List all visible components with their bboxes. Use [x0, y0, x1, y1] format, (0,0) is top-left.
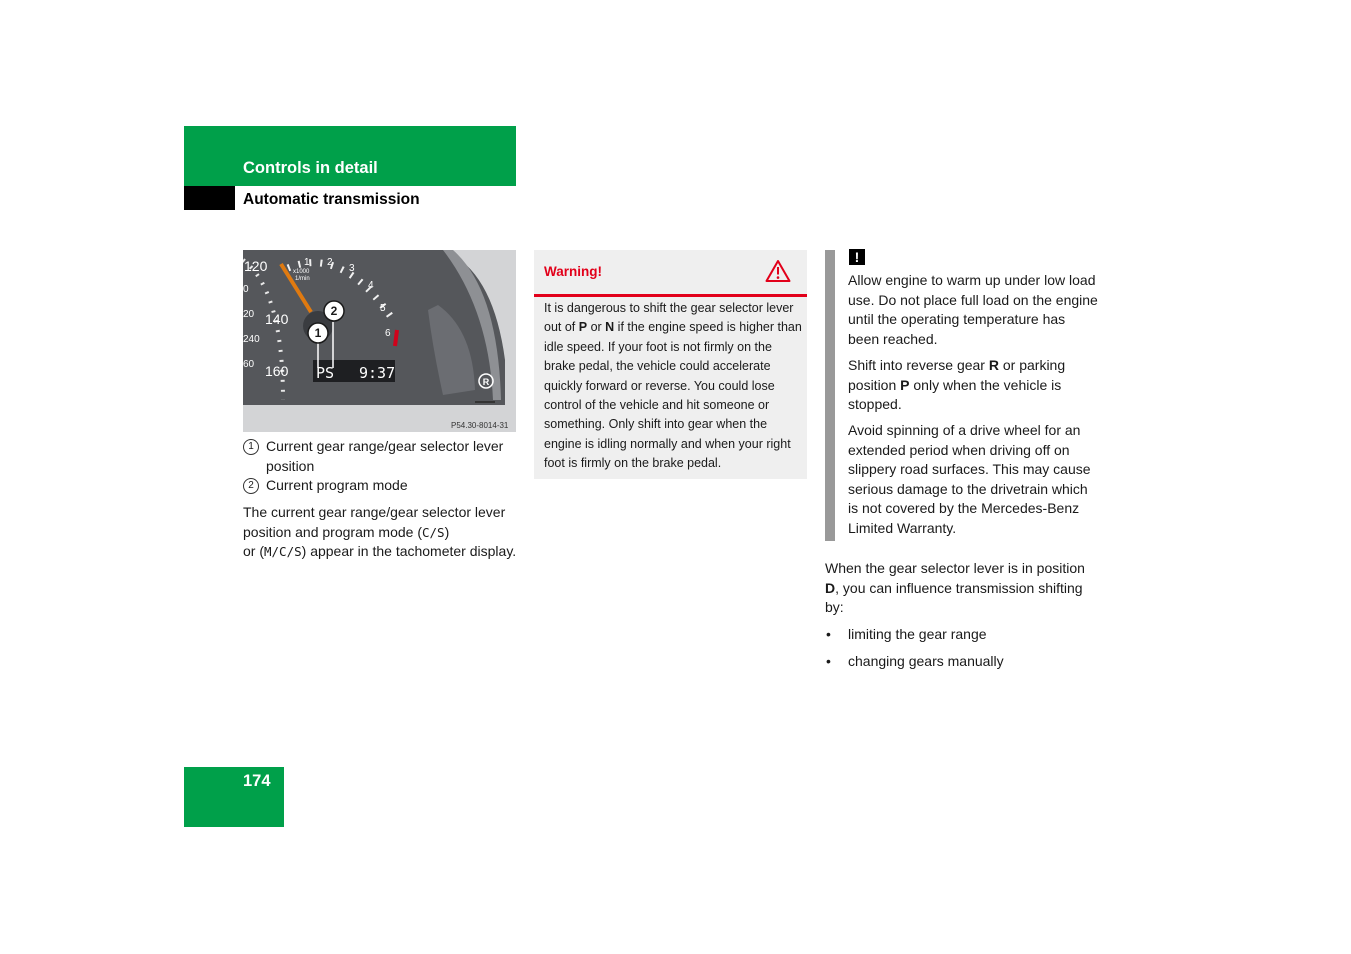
warning-triangle-icon	[765, 259, 791, 288]
section-title: Controls in detail	[243, 159, 378, 177]
warning-text: It is dangerous to shift the gear selector lever out of P or N if the engine speed is higher than idle speed. If your foot is not firmly on the brake pedal, the vehicle could accelerate quickly forward or reverse. You could lose control of the vehicle and hit someone or something. Only shift into gear when the engine is idling normally and when your right foot is firmly on the brake pedal.	[544, 301, 802, 471]
mode-c-s: C/S	[422, 524, 445, 540]
bullet-marker: •	[826, 626, 831, 642]
r-symbol: R	[482, 377, 490, 387]
legend-item-2	[243, 476, 516, 496]
speed-mark-partial-0: 0	[243, 284, 249, 295]
notice-bar	[825, 250, 835, 541]
rpm-mark-3: 3	[349, 263, 355, 274]
warning-title: Warning!	[544, 264, 602, 279]
legend-text: Current gear range/gear selector lever position	[266, 438, 504, 474]
notice-paragraph-2: Shift into reverse gear R or parking position P only when the vehicle is stopped.	[848, 357, 1066, 412]
rpm-mark-5: 5	[380, 303, 386, 314]
callout-1: 1	[314, 326, 322, 340]
tachometer-illustration	[243, 250, 516, 432]
rpm-mark-6: 6	[385, 328, 391, 339]
list-item: limiting the gear range	[848, 626, 987, 642]
figure-code: P54.30-8014-31	[451, 421, 509, 430]
display-gear-readout: PS	[316, 364, 335, 382]
shifting-intro: When the gear selector lever is in position D, you can influence transmission shifting by:	[825, 560, 1085, 615]
rpm-mark-2: 2	[327, 257, 333, 268]
subsection-title: Automatic transmission	[243, 191, 420, 208]
bullet-marker: •	[826, 653, 831, 669]
rpm-mark-4: 4	[368, 280, 374, 291]
legend-text: Current program mode	[266, 477, 408, 493]
speed-mark-120: 120	[244, 258, 268, 274]
speed-mark-partial-20: 20	[243, 309, 255, 320]
list-item: changing gears manually	[848, 653, 1004, 669]
legend-item-1	[243, 437, 516, 476]
legend-number: 1	[243, 439, 259, 455]
notice-exclamation-icon: !	[849, 249, 865, 265]
section-tab-marker	[184, 186, 235, 210]
speed-mark-partial-60: 60	[243, 359, 255, 370]
page-number: 174	[243, 772, 271, 790]
speed-mark-140: 140	[265, 311, 289, 327]
display-description: The current gear range/gear selector lever position and program mode (C/S) or (M/C/S) appear in the tachometer display.	[243, 504, 517, 559]
notice-paragraph-1: Allow engine to warm up under low load use. Do not place full load on the engine until the operating temperature has been reached.	[848, 272, 1098, 347]
display-time-readout: 9:37	[359, 364, 396, 382]
instrument-cluster-figure	[243, 250, 516, 432]
speed-mark-160: 160	[265, 363, 289, 379]
callout-2: 2	[330, 304, 338, 318]
warning-header	[534, 250, 807, 297]
warning-box	[534, 250, 807, 479]
mode-m-c-s: M/C/S	[264, 544, 302, 559]
notice-paragraph-3: Avoid spinning of a drive wheel for an extended period when driving off on slippery road surfaces. This may cause serious damage to the drivetrain which is not covered by the Mercedes-Benz Limited Warranty.	[848, 422, 1091, 536]
rpm-mark-1: 1	[304, 257, 310, 268]
rpm-unit-line1: x1000	[293, 269, 310, 275]
rpm-unit-line2: 1/min	[295, 276, 310, 282]
legend-number: 2	[243, 478, 259, 494]
speed-mark-partial-240: 240	[243, 334, 260, 345]
